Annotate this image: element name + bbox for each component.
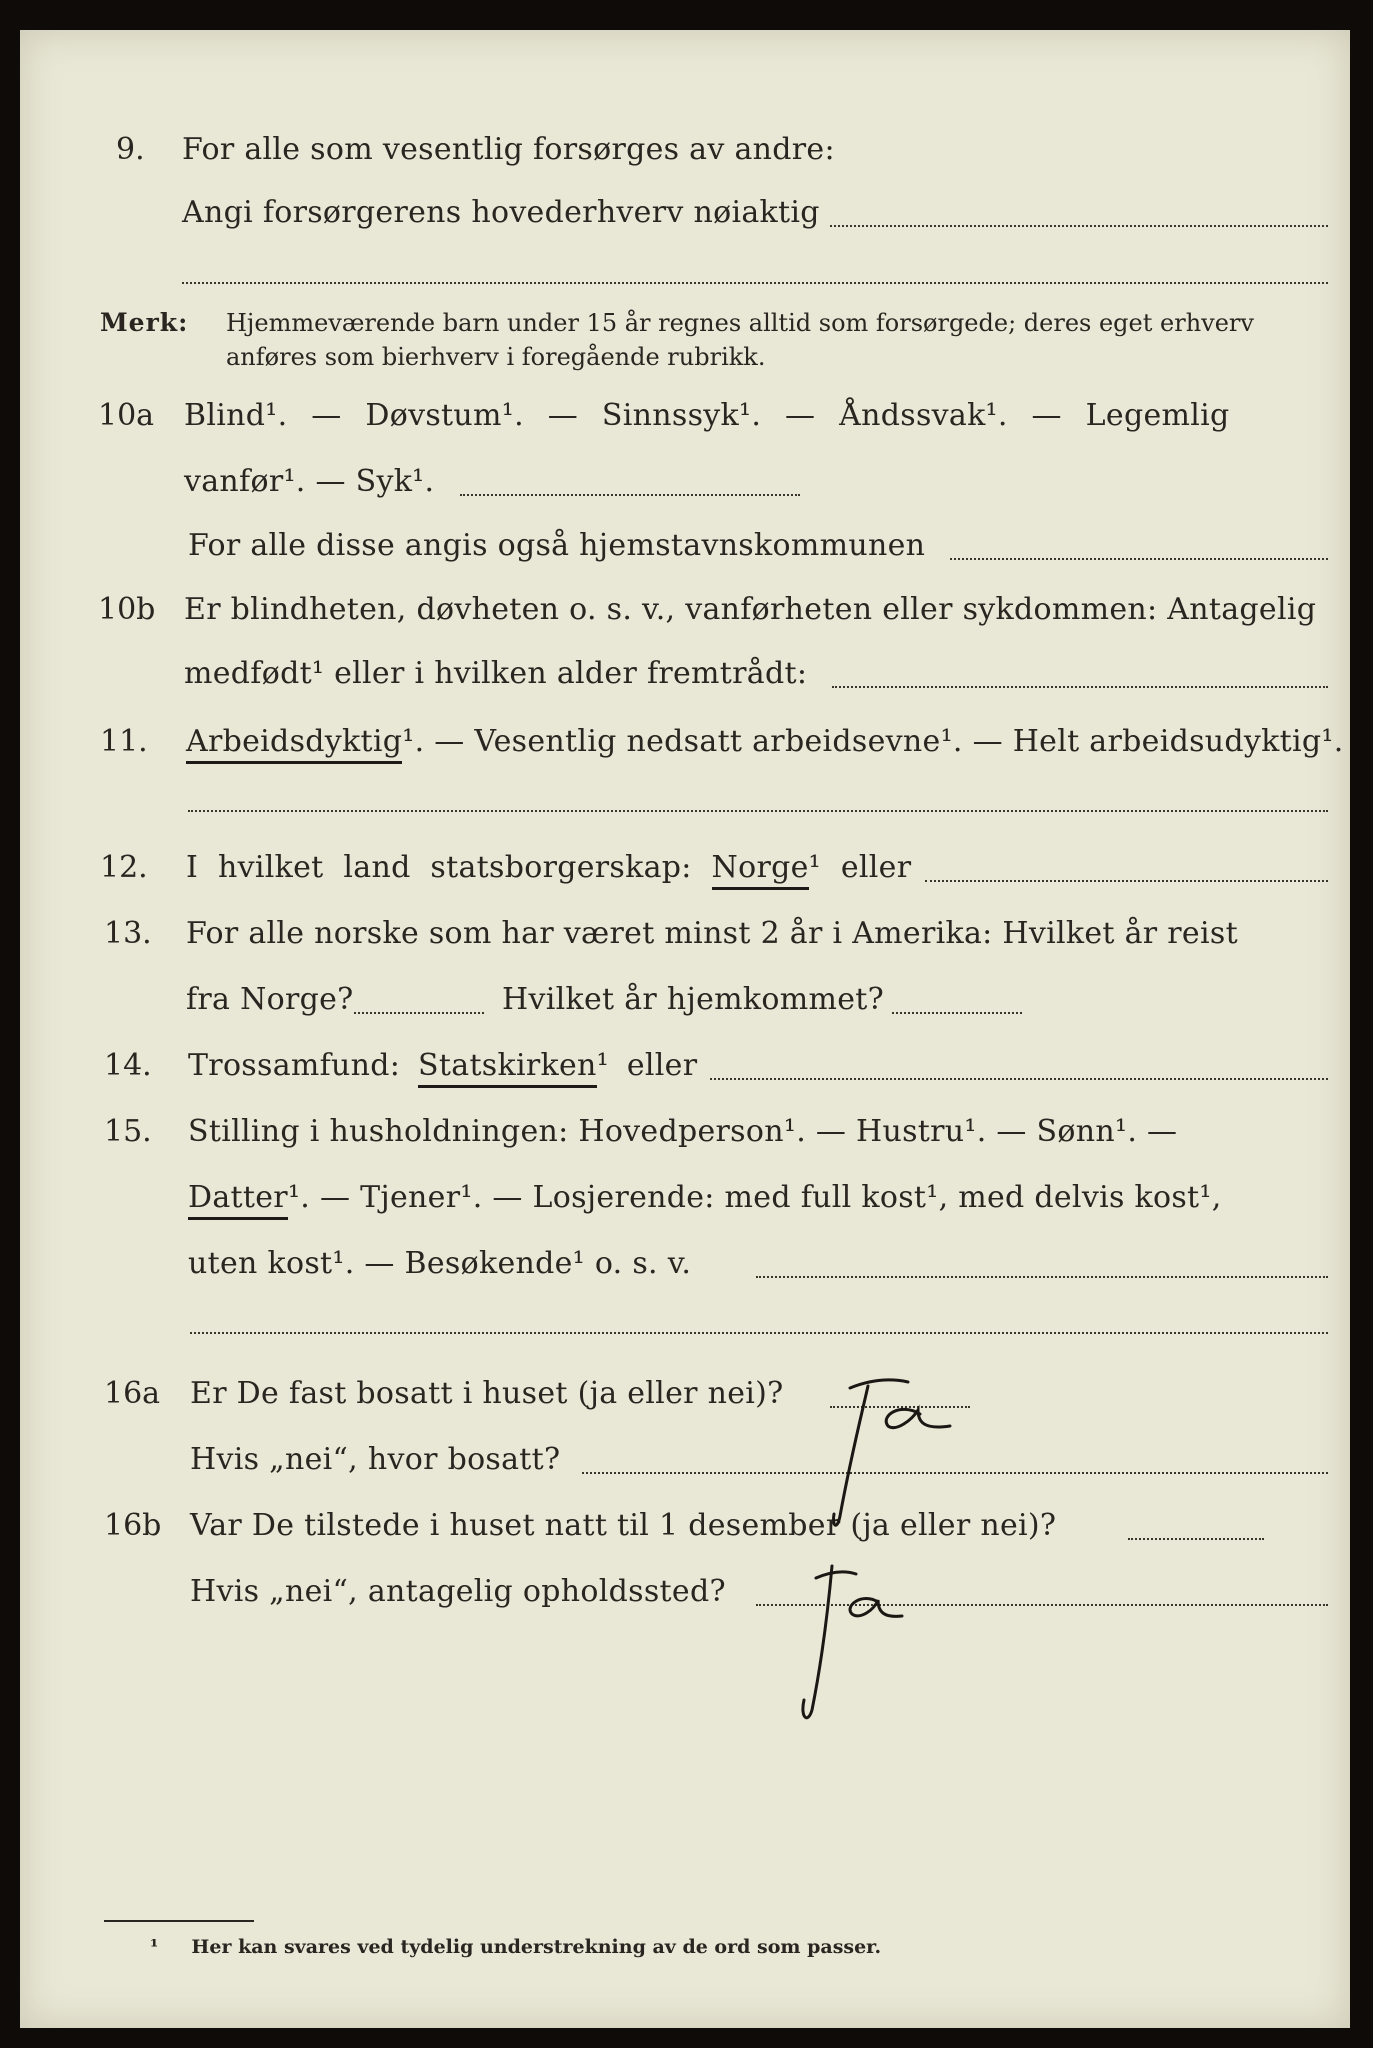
q11-row — [20, 722, 1350, 762]
q13-number: 13. — [104, 916, 152, 951]
q13-line1: For alle norske som har været minst 2 år i Amerika: Hvilket år reist — [186, 916, 1238, 951]
q10a-answer-line[interactable] — [460, 494, 800, 496]
q9-number: 9. — [116, 132, 145, 167]
q11-answer-line[interactable] — [188, 810, 1328, 812]
q14-post: ¹ eller — [596, 1048, 698, 1083]
q9-line1: For alle som vesentlig forsørges av andre: — [182, 132, 835, 167]
q16b-answer-line[interactable] — [1128, 1538, 1264, 1540]
q15-underlined-option: Datter — [188, 1180, 288, 1220]
q15-row3 — [20, 1244, 1350, 1284]
q13-part1: fra Norge? — [186, 982, 354, 1017]
q16a-number: 16a — [104, 1376, 161, 1411]
q10a-line2: vanfør¹. — Syk¹. — [184, 464, 435, 499]
q10b-line1: Er blindheten, døvheten o. s. v., vanførheten eller sykdommen: Antagelig — [184, 592, 1317, 627]
q16b-handwritten-ja — [790, 1550, 910, 1730]
q9-answer-line-2[interactable] — [182, 282, 1328, 284]
q15-line1: Stilling i husholdningen: Hovedperson¹. — Hustru¹. — Sønn¹. — — [188, 1114, 1178, 1149]
q13-row2 — [20, 980, 1350, 1020]
q16a-line1: Er De fast bosatt i huset (ja eller nei)? — [190, 1376, 784, 1411]
q10a-row — [20, 396, 1350, 436]
q12-row — [20, 848, 1350, 888]
q9-row — [20, 130, 1350, 170]
q13-year-returned-line[interactable] — [892, 1012, 1022, 1014]
q12-text — [186, 848, 911, 888]
q10a-line1: Blind¹. — Døvstum¹. — Sinnssyk¹. — Åndssvak¹. — Legemlig — [184, 398, 1230, 433]
q14-pre: Trossamfund: — [188, 1048, 401, 1083]
q16a-line2: Hvis „nei“, hvor bosatt? — [190, 1442, 561, 1477]
q10b-row — [20, 590, 1350, 630]
q14-text — [188, 1046, 697, 1086]
q12-pre: I hvilket land statsborgerskap: — [186, 850, 692, 885]
q12-post: ¹ eller — [808, 850, 912, 885]
q16b-number: 16b — [104, 1508, 162, 1543]
q16a-row2 — [20, 1440, 1350, 1480]
q14-row — [20, 1046, 1350, 1086]
census-form-page — [20, 30, 1350, 2028]
q11-underlined-option: Arbeidsdyktig — [186, 724, 402, 764]
footnote-marker: ¹ — [150, 1936, 159, 1958]
q15-answer-line[interactable] — [756, 1276, 1328, 1278]
q15-row — [20, 1112, 1350, 1152]
merk-line1: Hjemmeværende barn under 15 år regnes alltid som forsørgede; deres eget erhverv — [226, 309, 1254, 337]
q10a-row3 — [20, 526, 1350, 566]
q10b-line2: medfødt¹ eller i hvilken alder fremtrådt: — [184, 656, 808, 691]
q14-answer-line[interactable] — [710, 1078, 1328, 1080]
footnote-rule — [104, 1920, 254, 1922]
footnote — [150, 1934, 881, 1960]
q16b-line1: Var De tilstede i huset natt til 1 desember (ja eller nei)? — [190, 1508, 1057, 1543]
q10a-line3: For alle disse angis også hjemstavnskommunen — [188, 528, 926, 563]
merk-label: Merk: — [100, 308, 189, 337]
q13-part2: Hvilket år hjemkommet? — [502, 982, 885, 1017]
q15-line2-rest: ¹. — Tjener¹. — Losjerende: med full kost¹, med delvis kost¹, — [287, 1180, 1222, 1215]
q14-underlined-option: Statskirken — [418, 1048, 597, 1088]
q9-line2: Angi forsørgerens hovederhverv nøiaktig — [182, 195, 820, 230]
q16a-handwritten-ja — [810, 1366, 980, 1536]
q10b-answer-line[interactable] — [832, 686, 1328, 688]
q15-number: 15. — [104, 1114, 152, 1149]
q16b-row — [20, 1506, 1350, 1546]
footnote-text: Her kan svares ved tydelig understrekning av de ord som passer. — [191, 1936, 882, 1958]
q12-answer-line[interactable] — [925, 880, 1328, 882]
q15-answer-line-2[interactable] — [190, 1332, 1328, 1334]
q10a-number: 10a — [98, 398, 155, 433]
q10a-row2 — [20, 462, 1350, 502]
q11-number: 11. — [100, 724, 148, 759]
q15-line2 — [188, 1178, 1222, 1218]
q11-text — [186, 722, 1344, 762]
q16a-row — [20, 1374, 1350, 1414]
merk-line2: anføres som bierhverv i foregående rubrikk. — [226, 343, 766, 371]
q16b-row2 — [20, 1572, 1350, 1612]
q10b-number: 10b — [98, 592, 156, 627]
q10a-hometown-line[interactable] — [950, 558, 1328, 560]
q15-row2 — [20, 1178, 1350, 1218]
q13-year-left-line[interactable] — [354, 1012, 484, 1014]
q12-underlined-option: Norge — [712, 850, 809, 890]
q13-row — [20, 914, 1350, 954]
q16b-line2: Hvis „nei“, antagelig opholdssted? — [190, 1574, 726, 1609]
q10b-row2 — [20, 654, 1350, 694]
q12-number: 12. — [100, 850, 148, 885]
q15-line3: uten kost¹. — Besøkende¹ o. s. v. — [188, 1246, 692, 1281]
q11-rest: ¹. — Vesentlig nedsatt arbeidsevne¹. — Helt arbeidsudyktig¹. — [402, 724, 1344, 759]
q9-row2 — [20, 193, 1350, 233]
q14-number: 14. — [104, 1048, 152, 1083]
q9-answer-line[interactable] — [830, 225, 1328, 227]
